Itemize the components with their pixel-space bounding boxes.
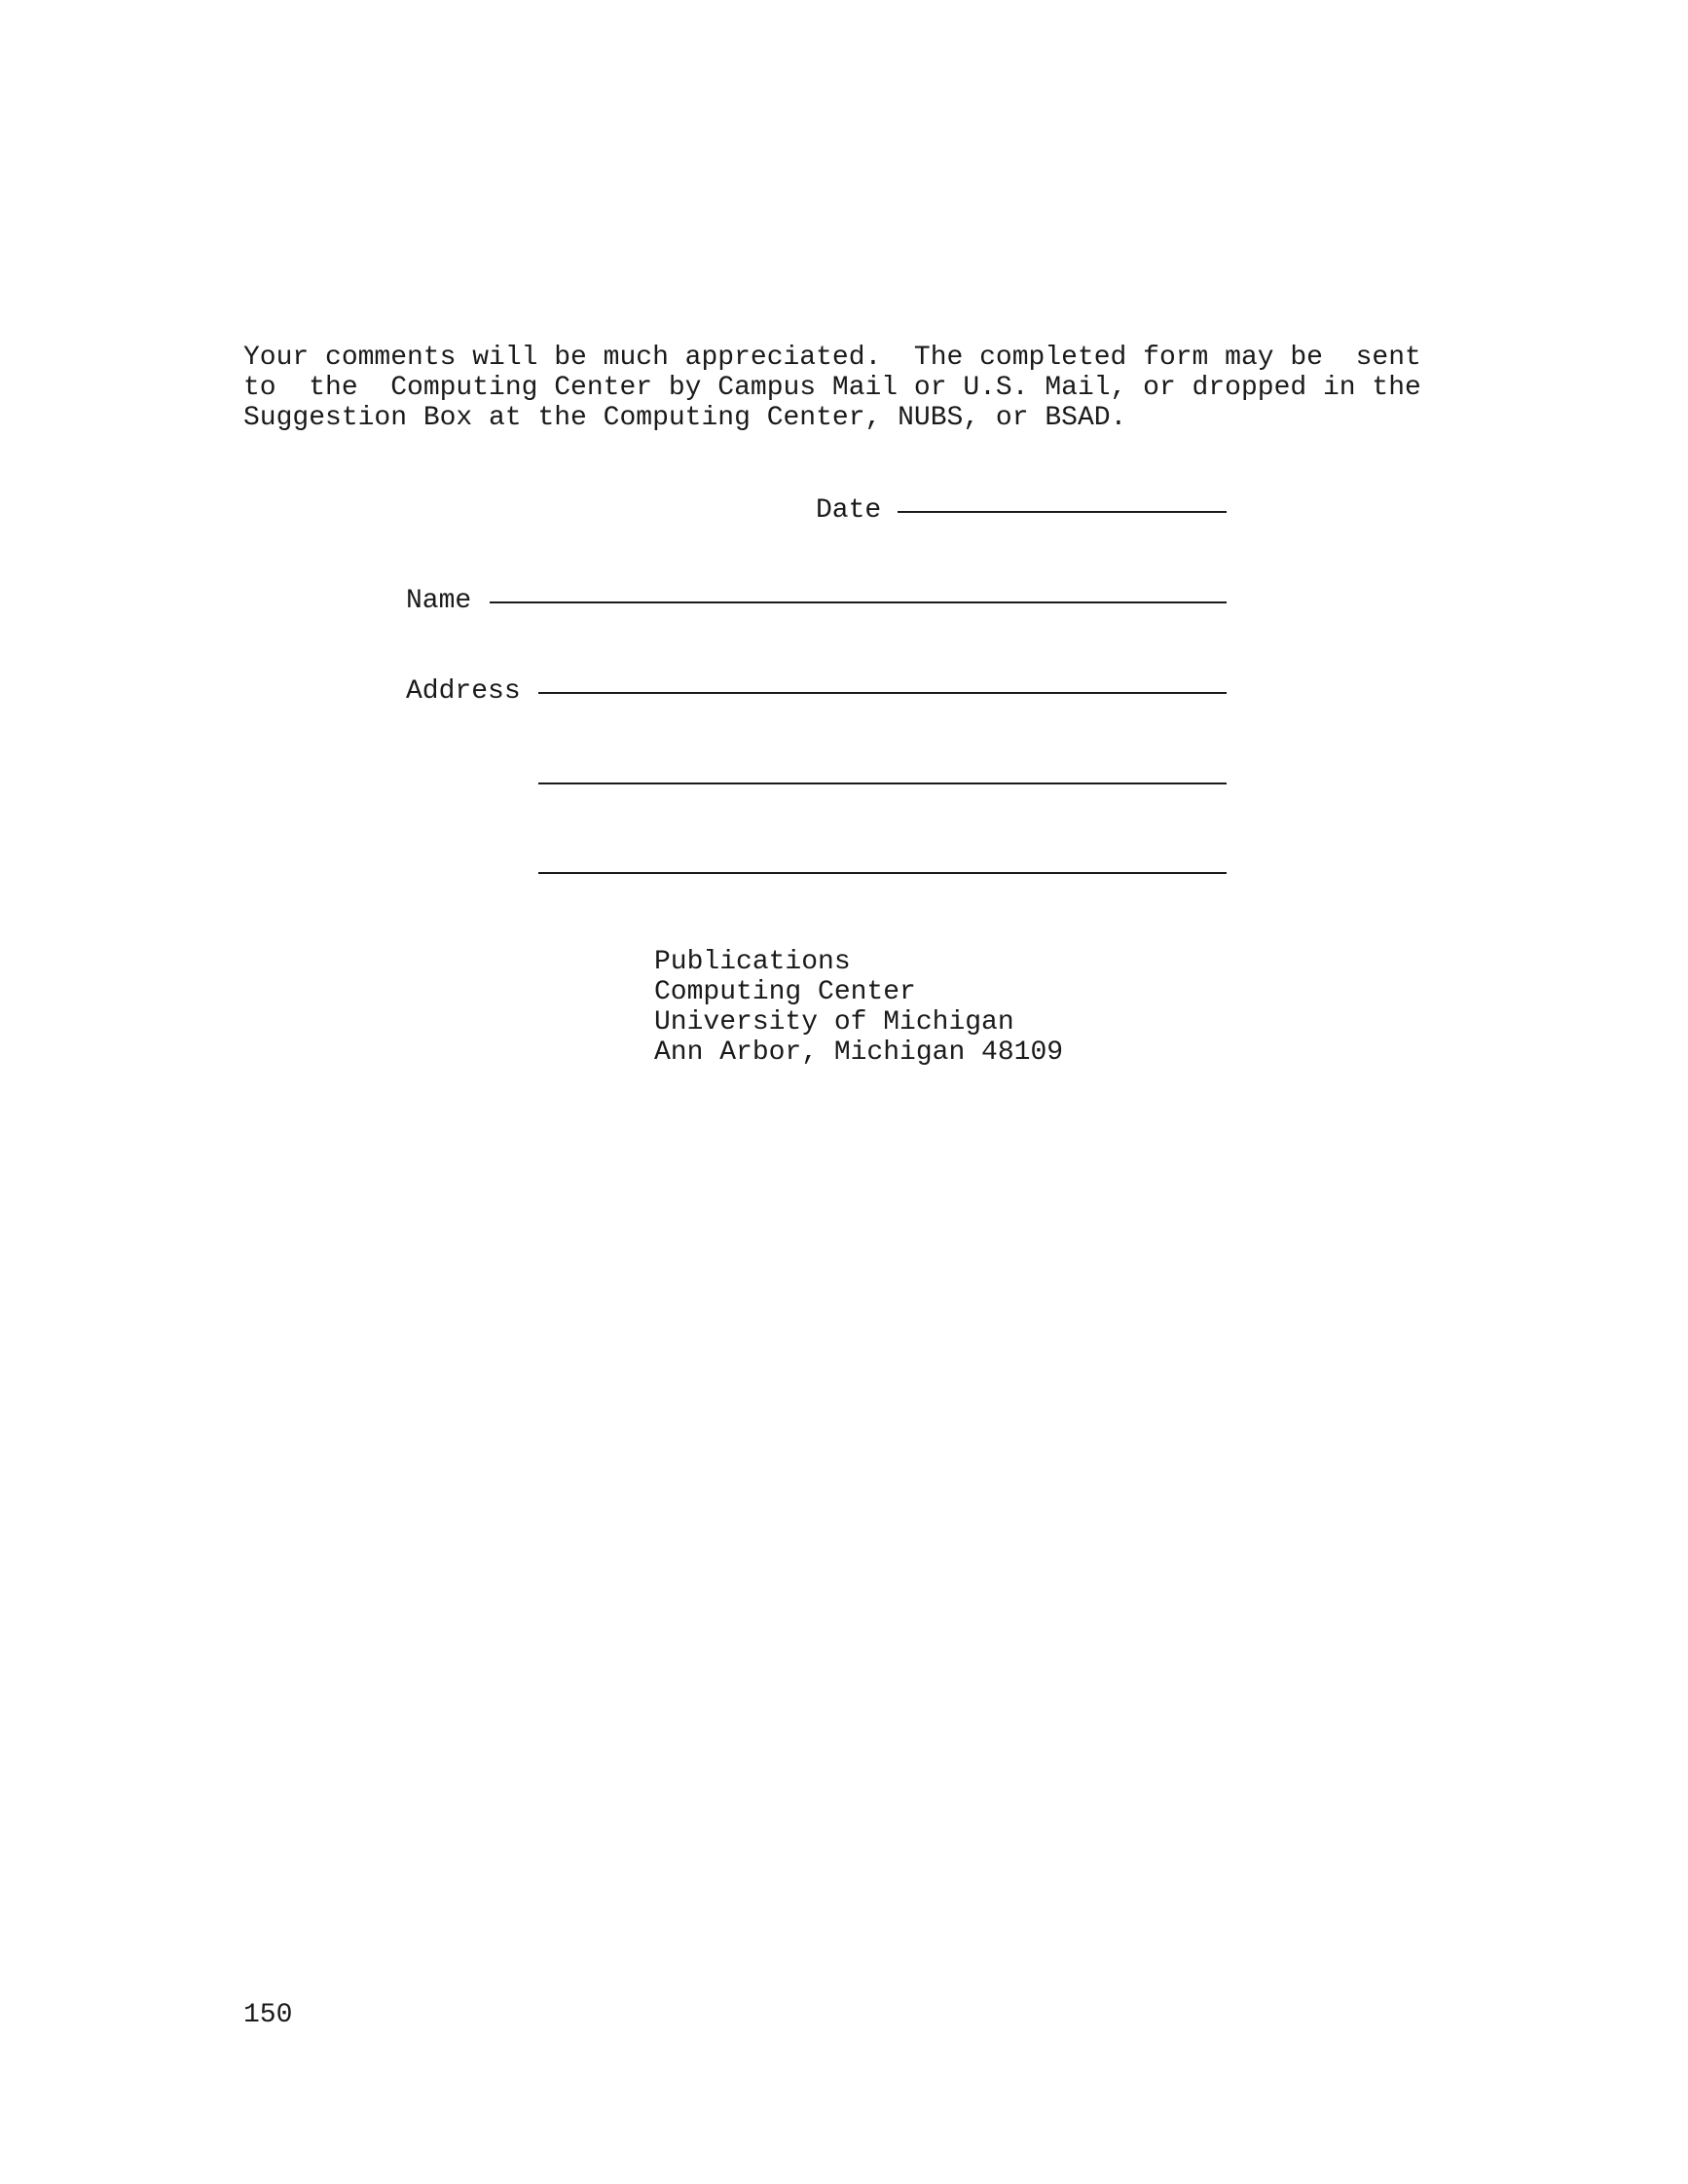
date-line[interactable] — [898, 511, 1227, 513]
intro-line-2: to the Computing Center by Campus Mail or U.S. Mail, or dropped in the — [243, 373, 1421, 403]
date-label: Date — [816, 495, 882, 526]
intro-line-1: Your comments will be much appreciated. The completed form may be sent — [243, 343, 1421, 373]
name-label: Name — [406, 586, 472, 616]
mailing-address-line-3: University of Michigan — [654, 1007, 1014, 1037]
address-line-1[interactable] — [538, 692, 1227, 694]
mailing-address — [654, 947, 1063, 1068]
mailing-address-line-2: Computing Center — [654, 977, 916, 1007]
intro-line-3: Suggestion Box at the Computing Center, NUBS, or BSAD. — [243, 403, 1127, 433]
address-label: Address — [406, 676, 521, 707]
mailing-address-line-1: Publications — [654, 947, 851, 977]
address-line-3[interactable] — [538, 872, 1227, 874]
intro-paragraph — [243, 343, 1441, 433]
mailing-address-line-4: Ann Arbor, Michigan 48109 — [654, 1037, 1064, 1068]
name-line[interactable] — [490, 601, 1227, 603]
address-line-2[interactable] — [538, 783, 1227, 784]
page-number: 150 — [243, 2000, 293, 2030]
